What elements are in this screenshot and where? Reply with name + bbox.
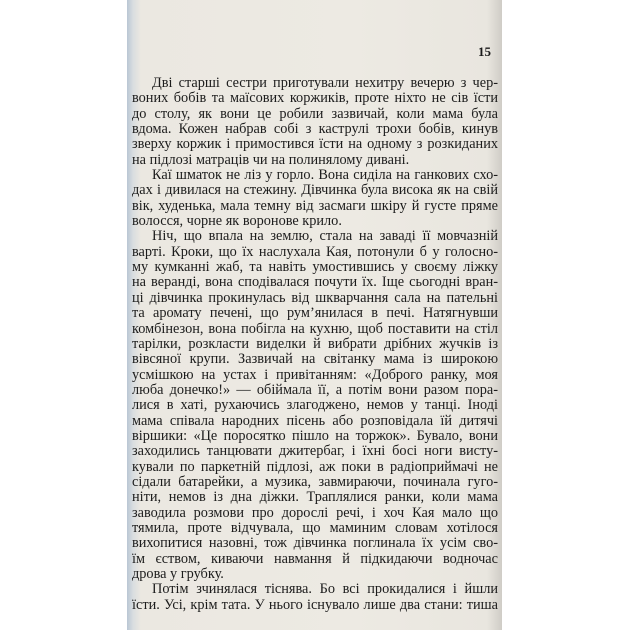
text-line: та аромату печені, що рум’янилася в печі. Натягнувши	[132, 305, 498, 322]
text-line: вдома. Кожен набрав собі з каструлі трохи бобів, кинув	[132, 121, 498, 138]
text-line: Потім зчинялася тіснява. Бо всі прокидалися і йшли	[152, 581, 498, 598]
text-line: мама співала народних пісень або розповідала їй дитячі	[132, 412, 498, 429]
text-line: варті. Кроки, що їх наслухала Кая, потонули б у голосно-	[132, 243, 498, 260]
text-line: дрова у грубку.	[132, 566, 224, 582]
text-line: Дві старші сестри приготували нехитру вечерю з чер-	[152, 75, 498, 91]
paragraph	[132, 582, 498, 613]
text-line: заходились танцювати джитербаг, і їхні босі ноги висту-	[132, 443, 498, 460]
text-line: ніти, немов із дна діжки. Траплялися ранки, коли мама	[132, 489, 498, 506]
text-line: вівсяної крупи. Зазвичай на світанку мама із широкою	[132, 351, 498, 368]
text-line: лися в хаті, рухаючись злагоджено, немов у танці. Іноді	[132, 397, 498, 414]
text-line: вік, худенька, мала темну від засмаги шкіру й густе пряме	[132, 197, 498, 214]
text-line: їсти. Усі, крім тата. У нього існувало лише два стани: тиша	[132, 596, 498, 613]
text-line: тарілки, розкласти виделки й вибрати дрібних жучків із	[132, 335, 498, 352]
text-line: їм єством, киваючи навмання й підкидаючи водночас	[132, 550, 498, 567]
text-line: Каї шматок не ліз у горло. Вона сиділа на ганкових схо-	[152, 167, 498, 184]
paragraph	[132, 229, 498, 582]
text-line: дах і дивилася на стежину. Дівчинка була висока як на свій	[132, 182, 498, 199]
text-line: до столу, як вони це робили зазвичай, коли мама була	[132, 105, 498, 122]
text-line: Ніч, що впала на землю, стала на заваді її мовчазній	[152, 228, 498, 245]
paragraph	[132, 76, 498, 168]
text-line: му кумканні жаб, та навіть умостившись у своєму ліжку	[132, 259, 498, 276]
text-line: кували по паркетній підлозі, аж поки в радіоприймачі не	[132, 458, 498, 475]
text-line: тямила, проте відчувала, що маминим словам хотілося	[132, 519, 498, 536]
page-number: 15	[478, 44, 491, 59]
text-line: віршики: «Це поросятко пішло на торжок». Бувало, вони	[132, 427, 498, 444]
text-line: ці дівчинка прокинулась від шкварчання сала на пательні	[132, 289, 498, 306]
text-line: на підлозі матраців чи на полинялому дивані.	[132, 151, 410, 168]
text-line: на веранді, вона сподівалася почути їх. Іще сьогодні вран-	[132, 274, 498, 291]
text-line: комбінезон, вона побігла на кухню, щоб поставити на стіл	[132, 320, 498, 337]
text-line: сідали батарейки, а музика, завмираючи, починала гуго-	[132, 473, 498, 490]
text-line: волосся, чорне як воронове крило.	[132, 213, 342, 230]
text-line: вихопитися назовні, тож дівчинка поглинала їх усім сво-	[132, 535, 498, 552]
text-line: заводила розмови про дорослі речі, і хоч Кая мало що	[132, 504, 498, 521]
page-body-text	[132, 76, 498, 613]
text-line: воних бобів та маїсових коржиків, проте ніхто не сів їсти	[132, 90, 498, 107]
text-line: усмішкою на устах і привітанням: «Доброго ранку, моя	[132, 366, 498, 383]
text-line: зверху коржик і примостився їсти на одному з розкиданих	[132, 136, 498, 153]
paragraph	[132, 168, 498, 229]
text-line: люба донечко!» — обіймала її, а потім вони разом пора-	[132, 381, 498, 398]
